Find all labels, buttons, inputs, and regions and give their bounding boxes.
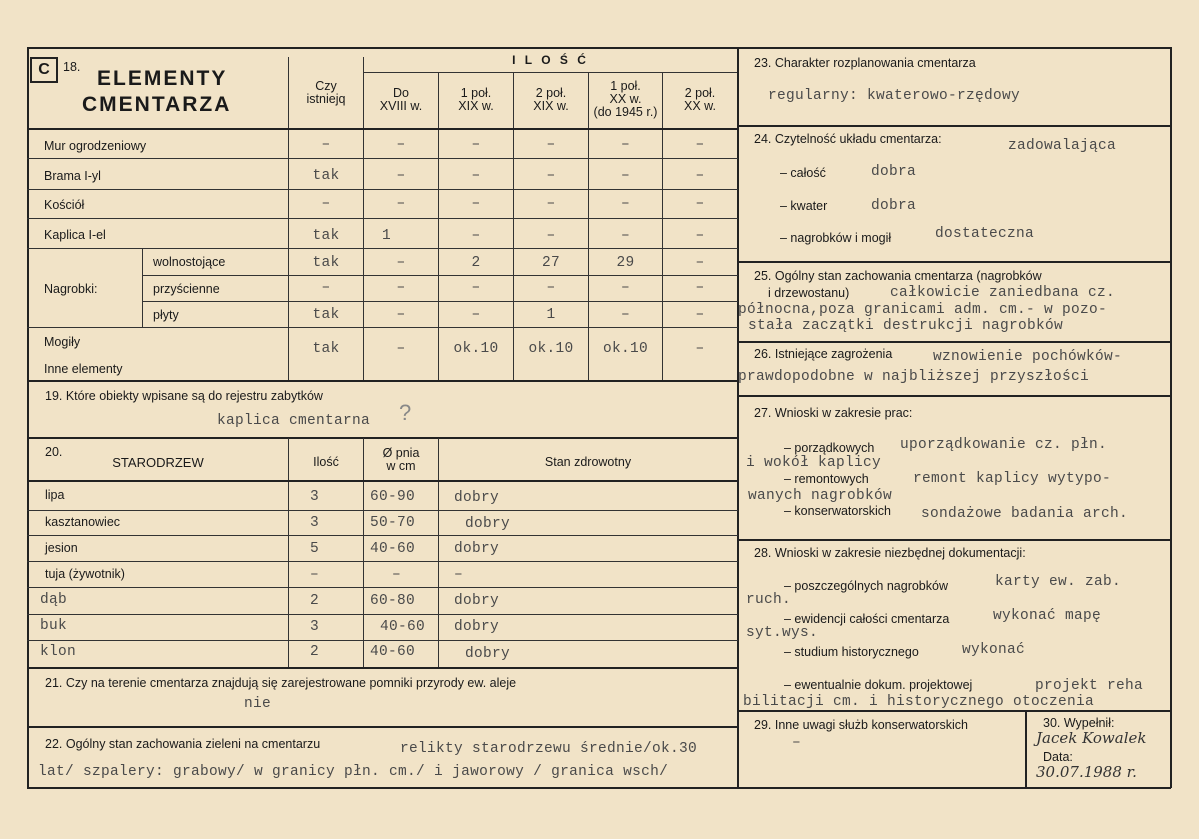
row-label-mogily: Mogiły xyxy=(44,335,81,349)
s18-header-bottom xyxy=(27,128,738,130)
row-line xyxy=(27,158,738,159)
cell-value: – xyxy=(471,196,481,212)
s24-bottom xyxy=(737,261,1171,263)
s23-label: 23. Charakter rozplanowania cmentarza xyxy=(754,56,976,70)
s21-label: 21. Czy na terenie cmentarza znajdują się zarejestrowane pomniki przyrody ew. aleje xyxy=(45,676,517,690)
tree-state: dobry xyxy=(454,541,500,557)
cell-value: – xyxy=(695,228,705,244)
s22-value-line1: relikty starodrzewu średnie/ok.30 xyxy=(400,741,698,757)
cell-value: – xyxy=(695,255,705,271)
s28-pn-value1: karty ew. zab. xyxy=(995,574,1122,590)
row-line xyxy=(27,327,738,328)
s24-item-value: dobra xyxy=(871,164,917,180)
cell-value: – xyxy=(396,196,406,212)
s23-bottom xyxy=(737,125,1171,127)
row-line xyxy=(27,510,738,511)
s28-label: 28. Wnioski w zakresie niezbędnej dokumentacji: xyxy=(754,546,1026,560)
cell-value: – xyxy=(471,307,481,323)
s26-bottom xyxy=(737,395,1171,397)
tree-count: 3 xyxy=(310,619,320,635)
cell-value: – xyxy=(695,196,705,212)
s27-porz-value2: i wokół kaplicy xyxy=(746,455,882,471)
s20-title: STARODRZEW xyxy=(112,455,204,470)
tree-size: 60-80 xyxy=(370,593,416,609)
s28-pn-label: – poszczególnych nagrobków xyxy=(784,579,948,593)
row-line xyxy=(27,561,738,562)
cell-value: – xyxy=(471,280,481,296)
cell-value: – xyxy=(321,280,331,296)
s24-item-label: – kwater xyxy=(780,199,828,213)
period-header: 2 poł. XIX w. xyxy=(533,86,569,113)
tree-count: 2 xyxy=(310,593,320,609)
cell-value: – xyxy=(471,168,481,184)
row-line xyxy=(27,535,738,536)
s27-rem-value1: remont kaplicy wytypo- xyxy=(913,471,1112,487)
s18-nagrobki-line xyxy=(142,248,143,327)
tree-name: jesion xyxy=(45,541,78,555)
s28-proj-label: – ewentualnie dokum. projektowej xyxy=(784,678,973,692)
s24-value: zadowalająca xyxy=(1008,138,1117,154)
s18-bottom xyxy=(27,380,738,382)
s22-label: 22. Ogólny stan zachowania zieleni na cmentarzu xyxy=(45,737,321,751)
s20-header-bottom xyxy=(27,480,738,482)
s24-item-value: dostateczna xyxy=(935,226,1035,242)
ilosc-header: I L O Ś Ć xyxy=(512,53,589,67)
row-label-mur: Mur ogrodzeniowy xyxy=(44,139,147,153)
tree-state: dobry xyxy=(465,646,511,662)
row-line xyxy=(27,614,738,615)
s18-col-line xyxy=(513,73,514,380)
row-label-nagrobki: Nagrobki: xyxy=(44,282,98,296)
cell-value: – xyxy=(471,228,481,244)
row-line xyxy=(27,640,738,641)
tree-state: dobry xyxy=(454,490,500,506)
s23-value: regularny: kwaterowo-rzędowy xyxy=(768,88,1021,104)
cell-value: – xyxy=(620,168,630,184)
row-label-kosciol: Kościół xyxy=(44,198,85,212)
s20-bottom xyxy=(27,667,738,669)
tree-size: 50-70 xyxy=(370,515,416,531)
s19-question-mark: ? xyxy=(399,400,412,425)
cell-value: tak xyxy=(312,341,340,357)
cell-value: – xyxy=(695,307,705,323)
row-label-kaplica: Kaplica I-el xyxy=(44,228,106,242)
s20-number: 20. xyxy=(45,445,63,459)
s25-value2: północna,poza granicami adm. cm.- w pozo- xyxy=(738,302,1108,318)
ilosc-underline xyxy=(363,72,737,73)
s18-col-line xyxy=(438,73,439,380)
cell-value: – xyxy=(396,307,406,323)
s30-date: 30.07.1988 r. xyxy=(1036,763,1137,781)
tree-name: lipa xyxy=(45,488,65,502)
frame-right xyxy=(1170,47,1172,788)
row-label-plyty: płyty xyxy=(153,308,179,322)
cell-value: – xyxy=(546,137,556,153)
cell-value: – xyxy=(695,168,705,184)
s28-st-value: wykonać xyxy=(962,642,1026,658)
s20-col-line xyxy=(288,438,289,667)
row-line xyxy=(27,248,738,249)
row-label-wolnostojace: wolnostojące xyxy=(153,255,226,269)
row-line xyxy=(27,189,738,190)
s19-value: kaplica cmentarna xyxy=(217,413,371,429)
s22-value-line2: lat/ szpalery: grabowy/ w granicy płn. cm./ i jaworowy / granica wsch/ xyxy=(38,764,669,780)
tree-name: tuja (żywotnik) xyxy=(45,567,125,581)
s18-col-line xyxy=(662,73,663,380)
tree-size: 40-60 xyxy=(370,541,416,557)
s28-proj-value2: bilitacji cm. i historycznego otoczenia xyxy=(743,694,1095,710)
s28-ew-value1: wykonać mapę xyxy=(993,608,1102,624)
period-header: 1 poł. XX w. (do 1945 r.) xyxy=(593,79,658,119)
cell-value: – xyxy=(620,196,630,212)
s28-st-label: – studium historycznego xyxy=(784,645,919,659)
tree-count: 5 xyxy=(310,541,320,557)
cell-value: ok.10 xyxy=(453,341,499,357)
s26-label: 26. Istniejące zagrożenia xyxy=(754,347,893,361)
cell-value: – xyxy=(620,280,630,296)
cell-value: 2 xyxy=(471,255,481,271)
cell-value: – xyxy=(396,341,406,357)
tree-state: dobry xyxy=(465,516,511,532)
s20-col-pnia: Ø pnia w cm xyxy=(382,446,420,473)
s25-value1: całkowicie zaniedbana cz. xyxy=(890,285,1116,301)
s26-value2: prawdopodobne w najbliższej przyszłości xyxy=(738,369,1090,385)
cell-value: tak xyxy=(312,307,340,323)
cell-value: – xyxy=(546,228,556,244)
frame-top xyxy=(27,47,1171,49)
s30-date-label: Data: xyxy=(1043,750,1073,764)
cell-value: 27 xyxy=(541,255,560,271)
tree-count: 3 xyxy=(310,489,320,505)
s18-number: 18. xyxy=(63,60,81,74)
s20-col-line xyxy=(438,438,439,667)
col-exists-header: Czy istniejq xyxy=(306,79,346,106)
s27-bottom xyxy=(737,539,1171,541)
tree-size: – xyxy=(392,567,402,583)
s19-bottom xyxy=(27,437,738,439)
tree-size: 60-90 xyxy=(370,489,416,505)
row-label-inne: Inne elementy xyxy=(44,362,123,376)
row-line xyxy=(27,587,738,588)
s28-ew-label: – ewidencji całości cmentarza xyxy=(784,612,950,626)
cell-value: tak xyxy=(312,228,340,244)
cell-value: – xyxy=(396,168,406,184)
cell-value: ok.10 xyxy=(602,341,648,357)
s19-label: 19. Które obiekty wpisane są do rejestru zabytków xyxy=(45,389,323,403)
tree-state: dobry xyxy=(454,593,500,609)
row-line xyxy=(142,275,738,276)
cell-value: 29 xyxy=(616,255,635,271)
frame-bottom xyxy=(27,787,1171,789)
s28-pn-value2: ruch. xyxy=(746,592,792,608)
s24-item-value: dobra xyxy=(871,198,917,214)
s28-proj-value1: projekt reha xyxy=(1035,678,1144,694)
cell-value: – xyxy=(620,307,630,323)
cell-value: – xyxy=(546,196,556,212)
row-line xyxy=(142,301,738,302)
cell-value: – xyxy=(620,137,630,153)
s30-signature: Jacek Kowalek xyxy=(1036,729,1147,747)
s21-bottom xyxy=(27,726,738,728)
s24-item-label: – nagrobków i mogił xyxy=(780,231,892,245)
s29-value: – xyxy=(792,735,802,751)
s25-label2: i drzewostanu) xyxy=(768,286,850,300)
tree-name: buk xyxy=(40,618,68,634)
s25-value3: stała zaczątki destrukcji nagrobków xyxy=(748,318,1064,334)
cell-value: – xyxy=(396,137,406,153)
tree-size: 40-60 xyxy=(370,644,416,660)
cell-value: – xyxy=(695,280,705,296)
tree-size: 40-60 xyxy=(380,619,426,635)
s27-rem-label: – remontowych xyxy=(784,472,869,486)
cell-value: – xyxy=(546,168,556,184)
s24-item-label: – całość xyxy=(780,166,826,180)
tree-name: dąb xyxy=(40,592,68,608)
cell-value: tak xyxy=(312,168,340,184)
row-label-przyscienne: przyścienne xyxy=(153,282,220,296)
s21-value: nie xyxy=(244,696,272,712)
cell-value: ok.10 xyxy=(528,341,574,357)
tree-state: – xyxy=(454,567,464,583)
s27-label: 27. Wnioski w zakresie prac: xyxy=(754,406,913,420)
s29-label: 29. Inne uwagi służb konserwatorskich xyxy=(754,718,969,732)
cell-value: tak xyxy=(312,255,340,271)
period-header: Do XVIII w. xyxy=(379,86,423,113)
s27-rem-value2: wanych nagrobków xyxy=(748,488,893,504)
period-header: 2 poł. XX w. xyxy=(684,86,716,113)
tree-state: dobry xyxy=(454,619,500,635)
cell-value: 1 xyxy=(546,307,556,323)
cell-value: – xyxy=(321,196,331,212)
s18-title-line2: CMENTARZA xyxy=(82,93,232,116)
cell-value: – xyxy=(396,280,406,296)
s30-divider xyxy=(1025,710,1027,788)
s27-porz-label: – porządkowych xyxy=(784,441,875,455)
tree-count: 2 xyxy=(310,644,320,660)
s27-kons-label: – konserwatorskich xyxy=(784,504,891,518)
cell-value: – xyxy=(695,137,705,153)
cell-value: – xyxy=(546,280,556,296)
period-header: 1 poł. XIX w. xyxy=(458,86,494,113)
cell-value: – xyxy=(396,255,406,271)
cell-value: – xyxy=(471,137,481,153)
cell-value: – xyxy=(321,137,331,153)
s26-value1: wznowienie pochówków- xyxy=(933,349,1123,365)
tree-name: kasztanowiec xyxy=(45,515,121,529)
row-line xyxy=(27,218,738,219)
s27-kons-value: sondażowe badania arch. xyxy=(921,506,1129,522)
cell-value: – xyxy=(620,228,630,244)
s28-bottom xyxy=(737,710,1171,712)
s24-label: 24. Czytelność układu cmentarza: xyxy=(754,132,942,146)
s18-col-line xyxy=(588,73,589,380)
s28-ew-value2: syt.wys. xyxy=(746,625,819,641)
s25-bottom xyxy=(737,341,1171,343)
s20-col-stan: Stan zdrowotny xyxy=(544,455,632,469)
section-c-badge: C xyxy=(30,57,58,83)
row-label-brama: Brama I-yl xyxy=(44,169,101,183)
s20-col-ilosc: Ilość xyxy=(313,455,339,469)
s25-label1: 25. Ogólny stan zachowania cmentarza (nagrobków xyxy=(754,269,1042,283)
s27-porz-value1: uporządkowanie cz. płn. xyxy=(900,437,1108,453)
tree-count: – xyxy=(310,567,320,583)
cell-value: 1 xyxy=(382,228,392,244)
tree-count: 3 xyxy=(310,515,320,531)
tree-name: klon xyxy=(40,644,77,660)
cell-value: – xyxy=(695,341,705,357)
s30-label: 30. Wypełnił: xyxy=(1043,716,1115,730)
s18-title-line1: ELEMENTY xyxy=(97,67,228,90)
